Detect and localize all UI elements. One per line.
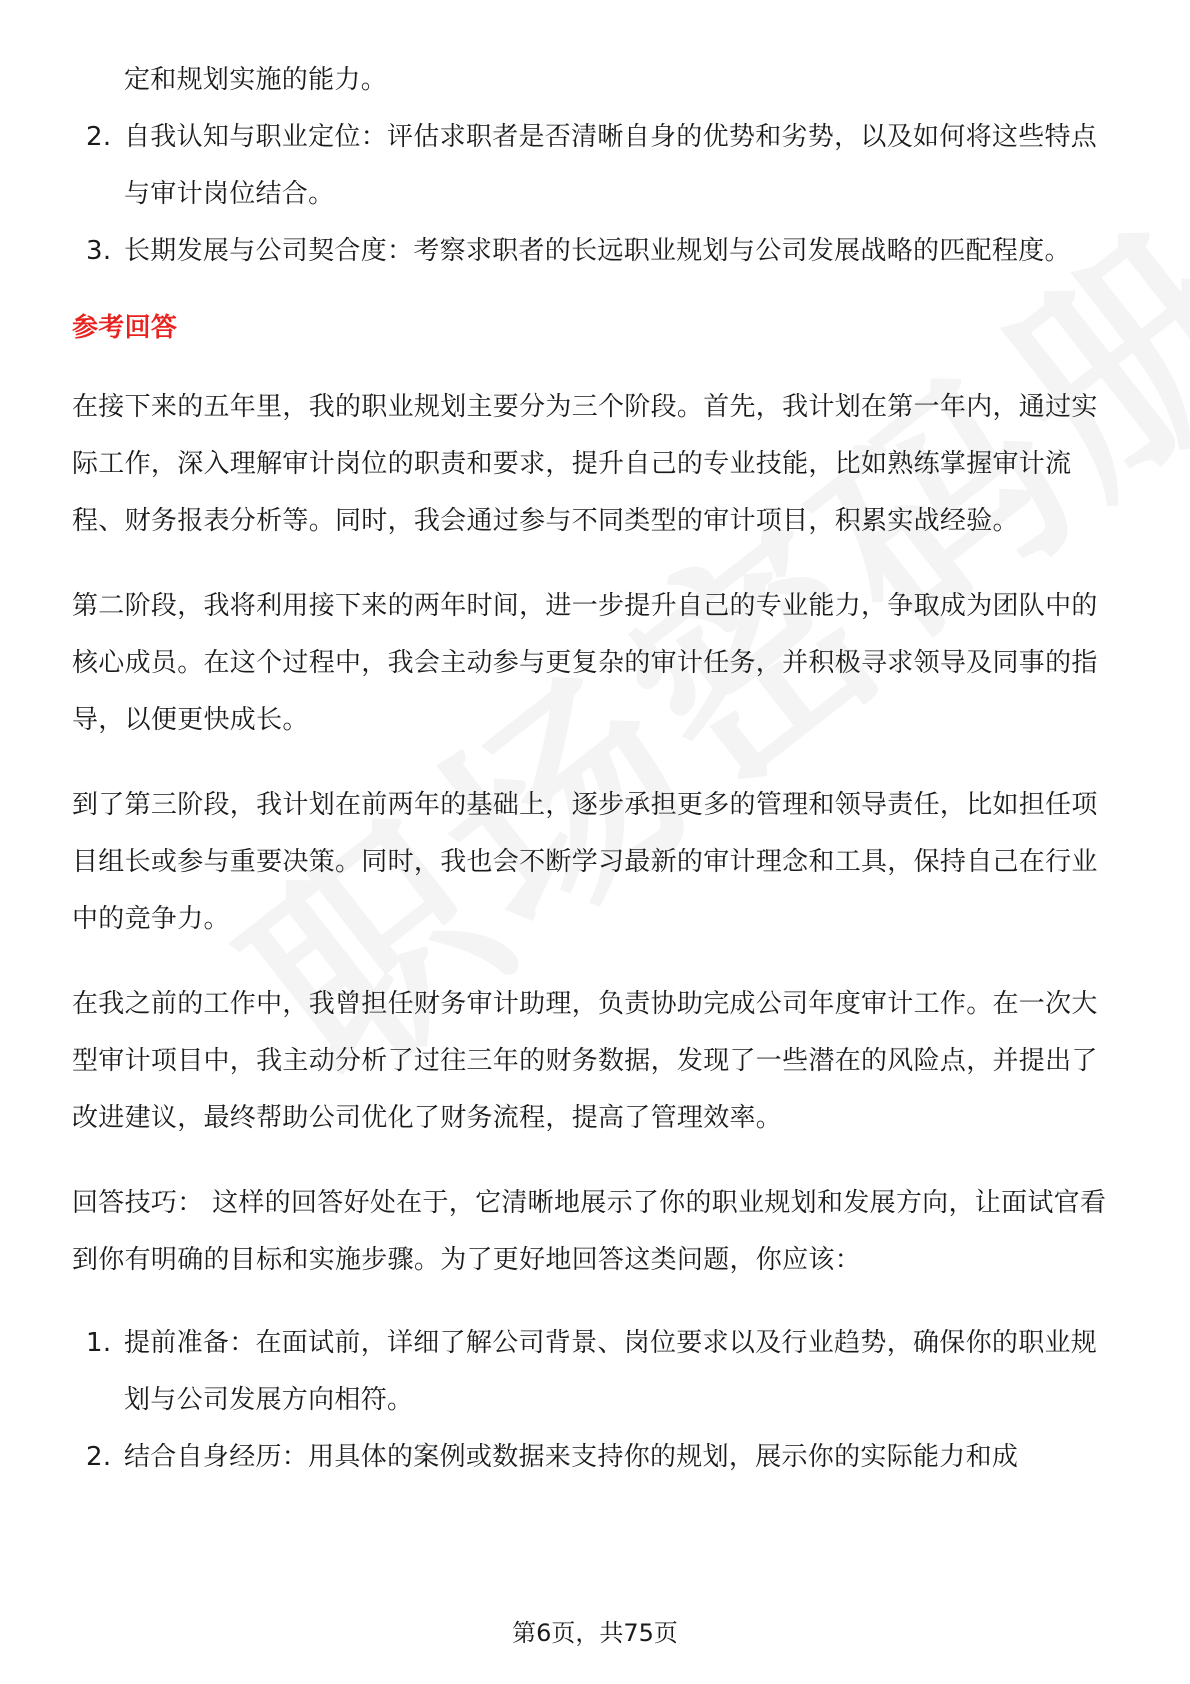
answer-paragraph: 在接下来的五年里，我的职业规划主要分为三个阶段。首先，我计划在第一年内，通过实际工作，深入理解审计岗位的职责和要求，提升自己的专业技能，比如熟练掌握审计流程、财务报表分析等。同时，我会通过参与不同类型的审计项目，积累实战经验。 (72, 392, 1098, 536)
list-item-text: 结合自身经历：用具体的案例或数据来支持你的规划，展示你的实际能力和成 (124, 1442, 1019, 1472)
answer-paragraph: 在我之前的工作中，我曾担任财务审计助理，负责协助完成公司年度审计工作。在一次大型审计项目中，我主动分析了过往三年的财务数据，发现了一些潜在的风险点，并提出了改进建议，最终帮助公司优化了财务流程，提高了管理效率。 (72, 989, 1098, 1133)
answer-paragraph: 第二阶段，我将利用接下来的两年时间，进一步提升自己的专业能力，争取成为团队中的核心成员。在这个过程中，我会主动参与更复杂的审计任务，并积极寻求领导及同事的指导，以便更快成长。 (72, 591, 1098, 735)
list-item-text: 长期发展与公司契合度：考察求职者的长远职业规划与公司发展战略的匹配程度。 (124, 236, 1071, 266)
list-number: 1. (86, 1328, 112, 1358)
reference-answer-heading: 参考回答 (72, 313, 178, 343)
list-item (72, 1429, 1118, 1486)
list-number: 3. (86, 236, 112, 266)
list-item-text: 提前准备：在面试前，详细了解公司背景、岗位要求以及行业趋势，确保你的职业规划与公司发展方向相符。 (124, 1328, 1098, 1415)
list-number: 2. (86, 122, 112, 152)
evaluation-list (72, 109, 1118, 280)
answer-tips-paragraph: 回答技巧： 这样的回答好处在于，它清晰地展示了你的职业规划和发展方向，让面试官看到你有明确的目标和实施步骤。为了更好地回答这类问题，你应该： (72, 1188, 1107, 1275)
list-item (72, 109, 1118, 223)
list-number: 2. (86, 1442, 112, 1472)
answer-paragraph: 到了第三阶段，我计划在前两年的基础上，逐步承担更多的管理和领导责任，比如担任项目组长或参与重要决策。同时，我也会不断学习最新的审计理念和工具，保持自己在行业中的竞争力。 (72, 790, 1098, 934)
document-content (72, 52, 1118, 1486)
list-item-text: 自我认知与职业定位：评估求职者是否清晰自身的优势和劣势，以及如何将这些特点与审计岗位结合。 (124, 122, 1098, 209)
continued-list-text: 定和规划实施的能力。 (124, 65, 388, 95)
tips-list (72, 1315, 1118, 1486)
list-item (72, 1315, 1118, 1429)
page-number-footer: 第6页，共75页 (512, 1619, 678, 1647)
list-item (72, 223, 1118, 280)
